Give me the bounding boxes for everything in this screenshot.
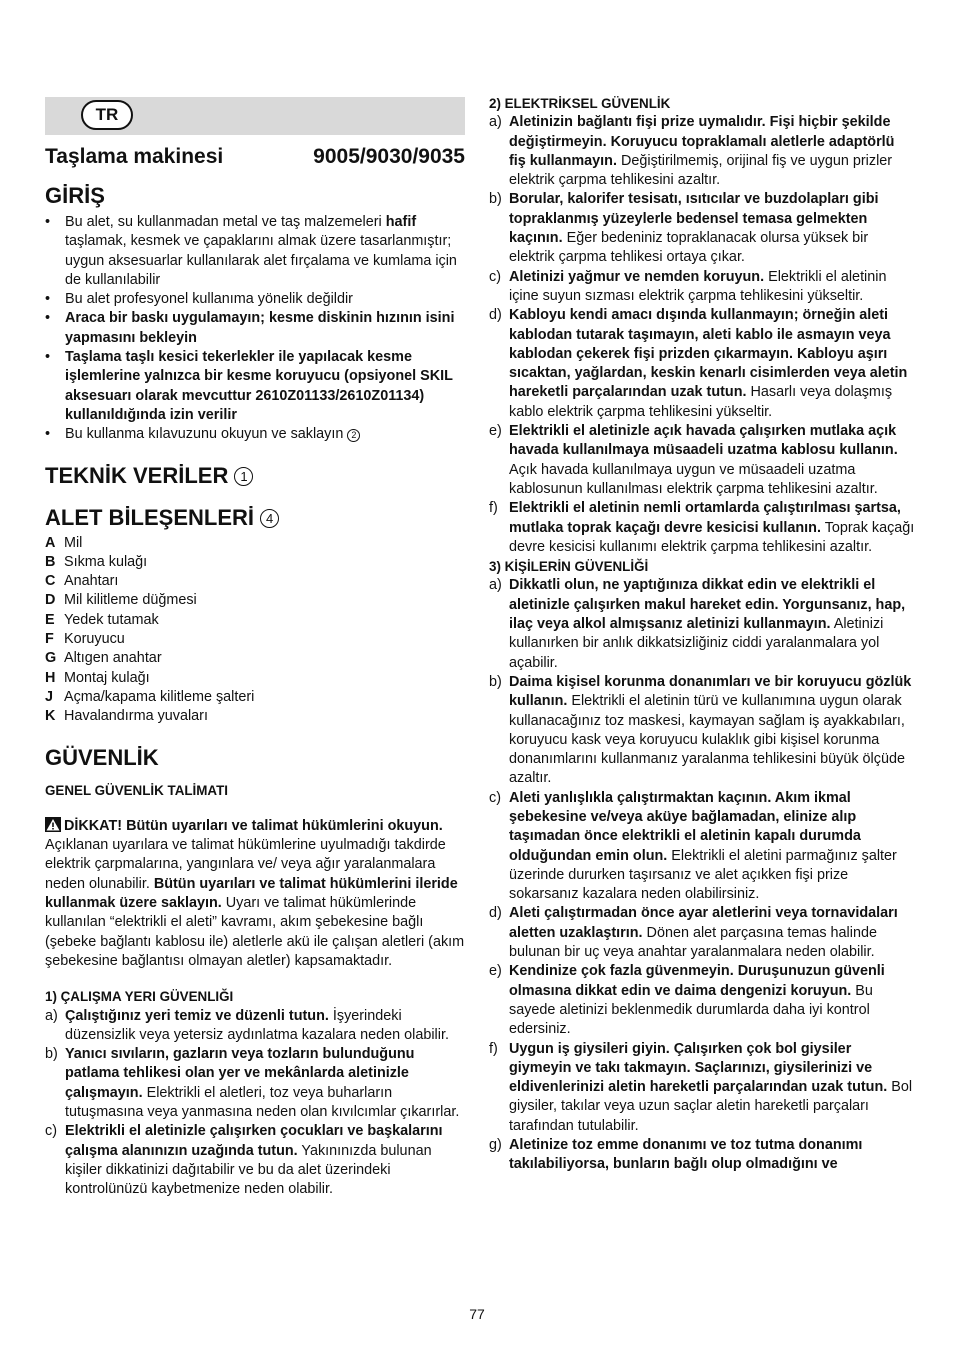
item-text: Elektrikli el aletinizle açık havada çalışırken mutlaka açık havada kullanılmaya müsaadeli uzatma kablosu kullanın. Açık havada kullanılmaya uygun ve müsaadeli uzatma kablosunun kullanılması elektrik çarpma tehlikesini azaltır.	[509, 423, 898, 497]
part-row	[45, 553, 465, 572]
intro-list	[45, 213, 465, 445]
subheading-genel: GENEL GÜVENLİK TALİMATI	[45, 782, 229, 798]
list-item: • Bu alet, su kullanmadan metal ve taş malzemeleri hafif taşlamak, kesmek ve çapaklarını almak üzere tasarlanmıştır; uygun aksesuarlar kullanılarak alet fırçalama ve kumlama için de kullanılabilir	[45, 213, 465, 290]
s2-list	[489, 113, 915, 557]
item-letter: a)	[489, 114, 502, 131]
warning-icon	[45, 817, 61, 832]
part-key: G	[45, 650, 57, 667]
part-row	[45, 707, 465, 726]
subheading-calisma-yeri: 1) ÇALIŞMA YERI GÜVENLIĞI	[45, 989, 234, 1005]
item-letter: d)	[489, 905, 502, 922]
warning-paragraph: DİKKAT! Bütün uyarıları ve talimat hükümlerini okuyun. Açıklanan uyarılara ve talimat hükümlerine uyulmadığı takdirde elektrik çarpmalarına, yangınlara ve/ veya ağır yaralanmalara neden olunabilir. Bütün uyarıları ve talimat hükümlerini ileride kullanmak üzere saklayın. Uyarı ve talimat hükümlerinde kullanılan “elektrikli el aleti” kavramı, akım şebekesine bağlı (şebeke bağlantı kablosu ile) aletlerle akü ile çalışan aletleri (akım şebekesine bağlantısı olmayan aletler) kapsamaktadır.	[45, 817, 465, 969]
safety-item	[489, 789, 915, 905]
item-text: Daima kişisel korunma donanımları ve bir koruyucu gözlük kullanın. Elektrikli el aletinin türü ve kullanımına uygun olarak kullanacağınız toz maskesi, kaymayan sağlam iş ayakkabıları, koruyucu kask veya koruyucu kulaklık gibi kişisel korunma donanımlarını kullanmanız yaralanma tehlikesini büyük ölçüde azaltır.	[509, 673, 912, 787]
item-text: Aleti yanlışlıkla çalıştırmaktan kaçının. Akım ikmal şebekesine ve/veya aküye bağlamadan, elinize alıp taşımadan önce elektrikli el aletinin kapalı durumda olduğundan emin olun. Elektrikli el aletini parmağınız şalter üzerinde dururken taşırsanız ve alet açıkken fişi prize sokarsanız kazalara neden olabilirsiniz.	[509, 789, 897, 903]
part-row	[45, 649, 465, 668]
model-numbers: 9005/9030/9035	[313, 145, 465, 168]
safety-item	[489, 113, 915, 190]
item-letter: f)	[489, 1040, 498, 1057]
part-row	[45, 534, 465, 553]
safety-item	[489, 1136, 915, 1175]
part-label: Havalandırma yuvaları	[64, 708, 208, 725]
item-letter: a)	[45, 1007, 58, 1024]
part-key: K	[45, 708, 56, 725]
heading-guvenlik: GÜVENLİK	[45, 744, 159, 770]
part-row	[45, 630, 465, 649]
safety-item	[45, 1007, 465, 1046]
item-text: Kabloyu kendi amacı dışında kullanmayın; örneğin aleti kablodan tutarak taşımayın, aleti kablo ile asmayın veya kablodan çekerek fişi prizden çıkarmayın. Kabloyu aşırı sıcaktan, yağlardan, keskin kenarlı cisimlerden veya aletin hareketli parçalarından uzak tutun. Hasarlı veya dolaşmış kablo elektrik çarpma tehlikesini yükseltir.	[509, 307, 908, 420]
item-letter: e)	[489, 963, 502, 980]
page-title: Taşlama makinesi	[45, 145, 224, 168]
item-letter: d)	[489, 307, 502, 324]
safety-item	[489, 962, 915, 1039]
part-row	[45, 572, 465, 591]
item-letter: e)	[489, 423, 502, 440]
safety-item	[489, 1040, 915, 1136]
parts-list	[45, 534, 465, 727]
list-item: • Taşlama taşlı kesici tekerlekler ile yapılacak kesme işlemlerine yalnızca bir kesme koruyucu (opsiyonel SKIL aksesuarı olarak mevcuttur 2610Z01133/2610Z01134) kullanıldığında izin verilir	[45, 348, 465, 425]
safety-item	[45, 1045, 465, 1122]
language-bar	[45, 97, 465, 135]
s1-list	[45, 1007, 465, 1200]
right-column	[489, 94, 915, 1175]
item-text: Yanıcı sıvıların, gazların veya tozların bulunduğunu patlama tehlikesi olan yer ve mekânlarda aletinizle çalışmayın. Elektrikli el aletleri, toz veya buharların tutuşmasına veya yanmasına neden olan kıvılcımlar çıkarırlar.	[65, 1046, 460, 1120]
part-label: Montaj kulağı	[64, 669, 150, 686]
part-key: H	[45, 669, 56, 686]
safety-item	[489, 673, 915, 789]
safety-item	[489, 190, 915, 267]
item-text: Aletinizi yağmur ve nemden koruyun. Elektrikli el aletinin içine suyun sızması elektrik çarpma tehlikesini yükseltir.	[509, 268, 887, 304]
part-key: J	[45, 688, 54, 705]
item-letter: c)	[45, 1123, 57, 1140]
figure-ref-badge: 4	[260, 509, 279, 528]
item-letter: b)	[489, 191, 502, 208]
item-text: Elektrikli el aletinizle çalışırken çocukları ve başkalarını çalışma alanınızın uzağında tutun. Yakınınızda bulunan kişiler dikkatinizi dağıtabilir ve bu da alet üzerindeki kontrolünüzü kaybetmenize neden olabilir.	[65, 1123, 443, 1198]
part-label: Mil	[64, 534, 83, 551]
part-key: B	[45, 553, 56, 570]
item-text: Aleti çalıştırmadan önce ayar aletlerini veya tornavidaları aletten uzaklaştırın. Dönen alet parçasına temas halinde bulunan bir uç veya anahtar yaralanmalara neden olabilir.	[509, 905, 898, 961]
subheading-kisilerin: 3) KİŞİLERİN GÜVENLİĞİ	[489, 559, 649, 575]
part-key: F	[45, 631, 54, 648]
safety-item	[489, 268, 915, 307]
item-letter: f)	[489, 500, 498, 517]
heading-alet: ALET BİLEŞENLERİ 4	[45, 504, 465, 532]
safety-item	[489, 904, 915, 962]
item-text: Aletinize toz emme donanımı ve toz tutma donanımı takılabiliyorsa, bunların bağlı olup olmadığını ve	[509, 1137, 863, 1173]
safety-item	[45, 1122, 465, 1199]
part-label: Sıkma kulağı	[64, 553, 148, 570]
s3-list	[489, 576, 915, 1174]
part-label: Yedek tutamak	[64, 611, 159, 628]
part-key: C	[45, 573, 56, 590]
part-row	[45, 688, 465, 707]
part-row	[45, 611, 465, 630]
part-label: Mil kilitleme düğmesi	[64, 592, 197, 609]
safety-item	[489, 422, 915, 499]
figure-ref-badge: 1	[234, 467, 253, 486]
part-key: D	[45, 592, 56, 609]
item-text: Elektrikli el aletinin nemli ortamlarda çalıştırılması şartsa, mutlaka toprak kaçağı devre kesicisi kullanın. Toprak kaçağı devre kesicisi kullanımı elektrik çarpma tehlikesini azaltır.	[509, 500, 915, 555]
item-letter: b)	[489, 673, 502, 690]
heading-teknik: TEKNİK VERİLER 1	[45, 462, 465, 490]
item-text: Borular, kalorifer tesisatı, ısıtıcılar ve buzdolapları gibi topraklanmış yüzeylerle bedensel temasa gelmekten kaçının. Eğer bedeniniz topraklanacak olursa yüksek bir elektrik çarpma tehlikesi ortaya çıkar.	[509, 191, 879, 266]
list-item: • Bu kullanma kılavuzunu okuyun ve saklayın 2	[45, 425, 465, 444]
safety-item	[489, 306, 915, 422]
safety-item	[489, 499, 915, 557]
part-row	[45, 669, 465, 688]
list-item: • Araca bir baskı uygulamayın; kesme diskinin hızının isini yapmasını bekleyin	[45, 309, 465, 348]
part-label: Koruyucu	[64, 631, 125, 648]
item-text: Aletinizin bağlantı fişi prize uymalıdır. Fişi hiçbir şekilde değiştirmeyin. Koruyucu topraklamalı aletlerle adaptörlü fiş kullanmayın. Değiştirilmemiş, orijinal fiş ve uygun prizler elektrik çarpma tehlikesini azaltır.	[509, 114, 895, 189]
heading-giris: GİRİŞ	[45, 183, 105, 208]
part-label: Altıgen anahtar	[64, 650, 162, 667]
figure-ref-badge: 2	[347, 429, 360, 442]
page-number: 77	[469, 1306, 485, 1322]
language-badge: TR	[81, 100, 133, 130]
item-text: Kendinize çok fazla güvenmeyin. Duruşunuzun güvenli olmasına dikkat edin ve daima dengenizi koruyun. Bu sayede aletinizi beklenmedik durumlarda daha iyi kontrol edersiniz.	[509, 963, 885, 1038]
item-text: Uygun iş giysileri giyin. Çalışırken çok bol giysiler giymeyin ve takı takmayın. Saçlarınızı, giysilerinizi ve eldivenlerinizi aletin hareketli parçalarından uzak tutun. Bol giysiler, takılar veya uzun saçlar aletin hareketli parçaları tarafından tutulabilir.	[509, 1040, 913, 1134]
subheading-elektriksel: 2) ELEKTRİKSEL GÜVENLİK	[489, 96, 671, 111]
item-letter: a)	[489, 577, 502, 594]
item-text: Çalıştığınız yeri temiz ve düzenli tutun. İşyerindeki düzensizlik veya yetersiz aydınlatma kazalara neden olabilir.	[65, 1007, 449, 1043]
item-letter: c)	[489, 789, 501, 806]
part-key: E	[45, 611, 55, 628]
part-label: Anahtarı	[64, 573, 119, 590]
left-column	[45, 94, 465, 1199]
title-row	[45, 144, 465, 170]
part-key: A	[45, 534, 56, 551]
item-letter: b)	[45, 1046, 58, 1063]
list-item: • Bu alet profesyonel kullanıma yönelik değildir	[45, 290, 465, 309]
part-label: Açma/kapama kilitleme şalteri	[64, 688, 255, 705]
item-letter: c)	[489, 268, 501, 285]
item-text: Dikkatli olun, ne yaptığınıza dikkat edin ve elektrikli el aletinizle çalışırken makul hareket edin. Yorgunsanız, hap, ilaç veya alkol almışsanız aletinizi kullanmayın. Aletinizi kullanırken bir anlık dikkatsizliğiniz ciddi yaralanmalara yol açabilir.	[509, 577, 906, 671]
item-letter: g)	[489, 1137, 502, 1154]
part-row	[45, 591, 465, 610]
safety-item	[489, 576, 915, 672]
